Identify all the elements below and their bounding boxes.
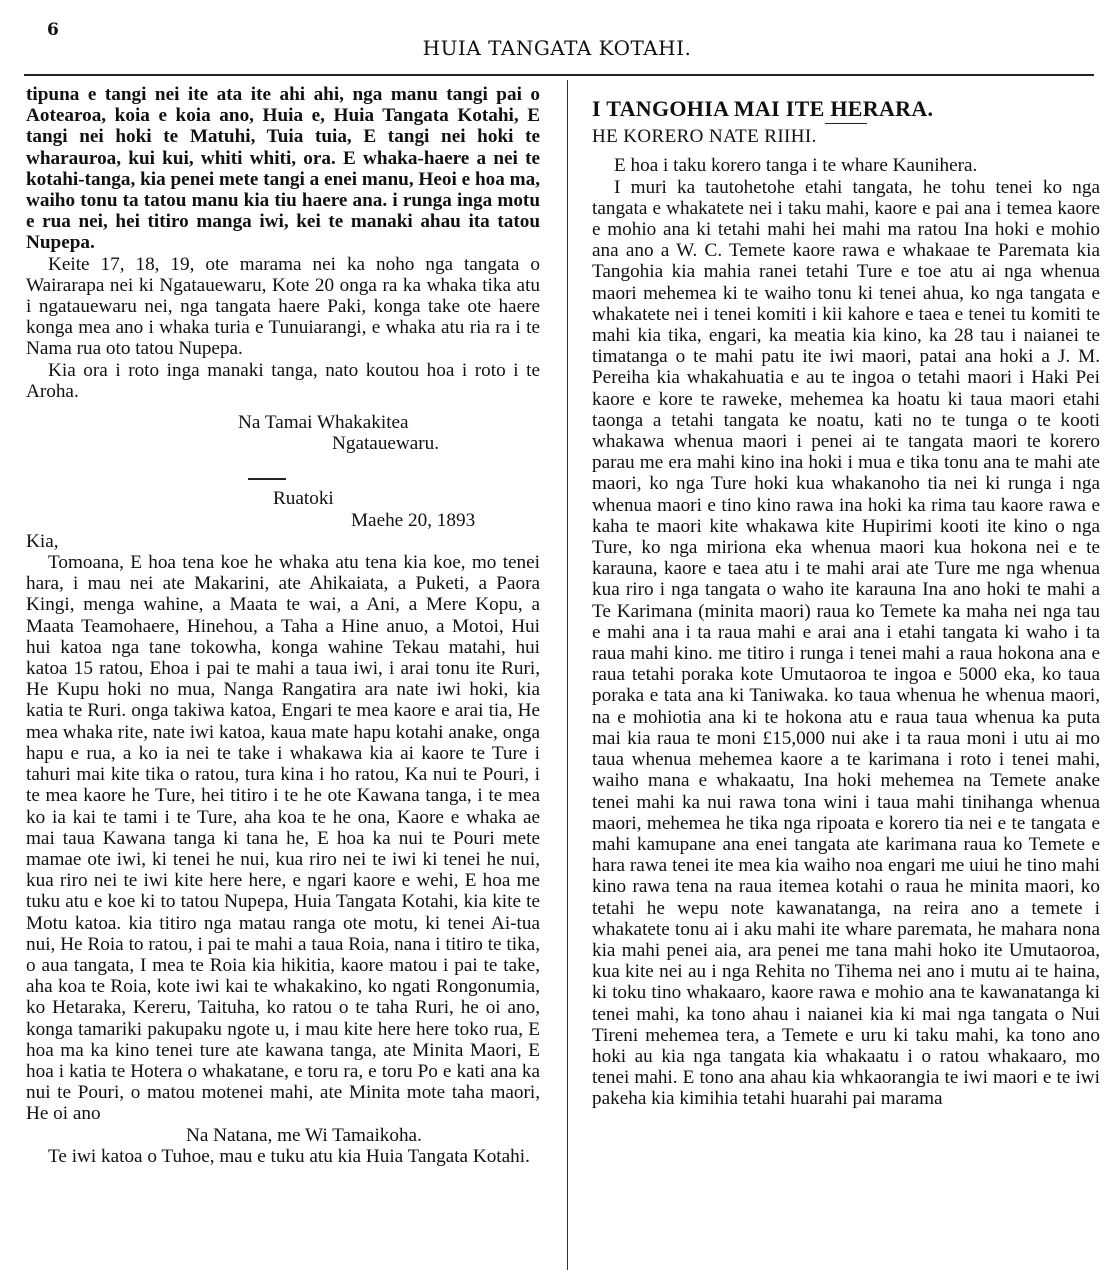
letter-signoff: Na Natana, me Wi Tamaikoha. <box>186 1124 422 1146</box>
header-rule <box>24 74 1094 76</box>
right-paragraph-2: I muri ka tautohetohe etahi tangata, he tohu tenei ko nga tangata e whakatete nei i taku mahi, kaore e pai ana i temea kaore e mohio ana ki tetahi mahi hei mahi ma ratou Ina hoki e mohio ana ano a W. C. Temete kaore rawa e whakaae te Paremata kia Tangohia kia mahia ranei tetahi Ture e toe atu ai nga whenua maori mehemea ki te waiho tonu ki tenei ahua, ko nga tangata e whakatete nei i tenei komiti i kii kahore e taea e tenei tu komiti te mahi kia tika, engari, ka meatia kia kino, ka 28 tau i naianei te timatanga o te mahi patu ite iwi maori, patai ana hoki a J. M. Pereiha kia whakahuatia e au te ingoa o tetahi maori i Haki Pei kaore e kore te raweke, mehemea ka hoatu ki taua maori etahi taonga a tetahi tangata ke noatu, kati no te tunga o te kooti whakawa whenua maori i penei ai te tangata maori te korero parau me era mahi kino ina hoki i mua e tika tonu ana te mahi ate maori, ko nga Ture hoki kua whakanoho tia nei ki runga i nga whenua maori e tino kino rawa ina hoki ka rima tau kaore rawa e kaha te maori kite whakawa kite Hupirimi kooti ite kino o nga Ture, ko nga miriona eka whenua maori kua hokona nei e te karauna, kaore e taea atu i te mahi arai ate Ture me nga whenua kua riro i nga tangata o waho ite karauna Ina ano hoki te mahi a Te Karimana (minita maori) raua ko Temete ka maha nei nga tau e mahi ana i ta raua mahi e arai ana i etahi tangata ki waho i ta raua mahi kino. me titiro i runga i tenei mahi a raua hokona ana e raua tetahi poraka kote Umutaoroa te ingoa e 5000 eka, ko taua poraka e tata ana ki Taniwaka. ko taua whenua he whenua maori, na e mohiotia ana ki te hokona atu e raua taua whenua ka puta mai kia raua te moni £15,000 nui ake i ta raua moni i utu ai mo taua whenua mehemea kaore a te karimana i roto i tenei mahi, waiho mana e whakaatu, Ina hoki mehemea na Temete anake tenei mahi ka nui rawa tona wini i taua mahi tinihanga whenua maori, mehemea he tika nga ripoata e korero tia nei e te tangata e mahi kamupane ana enei tangata ate karimana raua ko Temete e hara rawa tenei ite mea kia waiho noa engari me uiui he tino mahi kino rawa tena na raua itemea kotahi o raua he minita maori, ko tetahi he wepu note kawanatanga, na reira ano a temete i whakatete tonu ai i aku mahi ite whare paremata, he mahara nona kia mahi penei aia, ara penei me tana mahi hoko ite Umutaoroa, kua kite nei au i nga Rehita no Tihema nei ano i mutu ai te haina, ki toku tino whakaaro, kaore rawa e mohio ana te kawanatanga ki tenei mahi, ka tono ahau i naianei kia ki mai nga tangata o Nui Tireni mehemea tera, a Temete e uru ki taku mahi, ka tono ano hoki au kia nga tangata kia whakaatu i o ratou whakaaro, mo tenei mahi. E tono ana ahau kia whkaorangia te iwi maori e te iwi pakeha kia kimihia tetahi huarahi pai marama <box>592 176 1100 1110</box>
left-paragraph-2: Keite 17, 18, 19, ote marama nei ka noho nga tangata o Wairarapa nei ki Ngatauewaru, Kote 20 onga ra ka whaka tika atu i ngatauewaru nei, nga tangata haere Paki, konga take ote haere konga mea ano i whaka turia e Tunuiarangi, e whaka atu ria ra i te Nama rua oto tatou Nupepa. <box>26 253 540 360</box>
left-paragraph-3: Kia ora i roto inga manaki tanga, nato koutou hoa i roto i te Aroha. <box>26 359 540 402</box>
letter-greeting: Kia, <box>26 530 59 552</box>
article-title: I TANGOHIA MAI ITE HERARA. <box>592 96 934 121</box>
letter-body: Tomoana, E hoa tena koe he whaka atu tena kia koe, mo tenei hara, i mau nei ate Makarini, ate Ahikaiata, a Puketi, a Paora Kingi, menga wahine, a Maata te wai, a Ani, a Mere Kopu, a Maata Teamohaere, Hinehou, a Taha a Hine anuo, a Motoi, Hui hui katoa nga tane tokowha, konga wahine Tekau matahi, hui katoa 15 ratou, Ehoa i pai te mahi a taua iwi, i arai tonu ite Ruri, He Kupu hoki no mua, Nanga Rangatira ara nate iwi hoki, kia katia te Ruri. onga takiwa katoa, Engari te mea kaore e arai tia, He mea whaka rite, nate iwi katoa, kaua mate hapu kotahi anake, onga hapu e rua, a ko ia nei te take i whakawa kia ai kaore te Ture i tahuri mai kite tika o ratou, tura kina i ho ratou, Ka nui te Pouri, i te mea kaore he Ture, hei titiro i te he ote Kawana tanga, i te mea ko ia kai te tami i te Ture, aha koa te he ona, Kaore e whaka ae mai taua Kawana tanga ki tana he, E hoa ka nui te Pouri mete mamae ote iwi, ki tenei he nui, kua riro nei te iwi ki tenei he nui, kua riro nei te iwi kite here here, e ngari kaore e wehi, E hoa me tuku atu e koe ki to tatou Nupepa, Huia Tangata Kotahi, kia kite te Motu katoa. kia titiro nga matau ranga ote motu, ki tenei Ai-tua nui, He Roia to ratou, i pai te mahi a taua Roia, nana i titiro te tika, o aua tangata, I mea te Roia kia hikitia, kaore matou i pai te take, aha koa te Roia, kote iwi kai te whakakino, ko ngati Rongonumia, ko Hetaraka, Kereru, Taituha, ko ratou o te taha Ruri, he oi ano, konga tamariki pakupaku ngote u, i mau kite here here toko rua, E hoa ma ka kino tenei ture ate kawana tanga, ate Minita Maori, E hoa i katia te Hotera o whakatane, e toru ra, e toru Po e kati ana ka nui te Pouri, o matou motenei mahi, ate Minita mote taha maori, He oi ano <box>26 552 540 1125</box>
article-subtitle: HE KORERO NATE RIIHI. <box>592 126 817 148</box>
left-paragraph-1: tipuna e tangi nei ite ata ite ahi ahi, nga manu tangi pai o Aotearoa, koia e koia ano, Huia e, Huia Tangata Kotahi, E tangi nei hoki te Matuhi, Tuia tuia, E tangi nei hoki te wharauroa, kui kui, whiti whiti, ora. E whaka-haere a nei te kotahi-tanga, kia penei mete tangi a enei manu, Heoi e hoa ma, waiho tonu ta tatou manu kia tiu haere ana. i runga inga motu e rua nei, hei titiro manga iwi, kei te manaki ahau ita tatou Nupepa. <box>26 84 540 254</box>
letter-date: Maehe 20, 1893 <box>351 509 476 531</box>
left-column <box>26 84 540 1167</box>
section-separator <box>248 478 286 480</box>
running-title: HUIA TANGATA KOTAHI. <box>422 36 692 60</box>
letter-postscript: Te iwi katoa o Tuhoe, mau e tuku atu kia Huia Tangata Kotahi. <box>48 1145 530 1167</box>
right-paragraph-1: E hoa i taku korero tanga i te whare Kaunihera. <box>614 155 978 177</box>
title-rule <box>825 123 867 124</box>
signature-name: Na Tamai Whakakitea <box>238 412 409 434</box>
column-divider <box>567 80 568 1270</box>
page-number: 6 <box>47 20 59 40</box>
letter-place: Ruatoki <box>273 488 334 510</box>
right-column <box>592 84 1100 1110</box>
signature-place: Ngatauewaru. <box>332 433 440 455</box>
